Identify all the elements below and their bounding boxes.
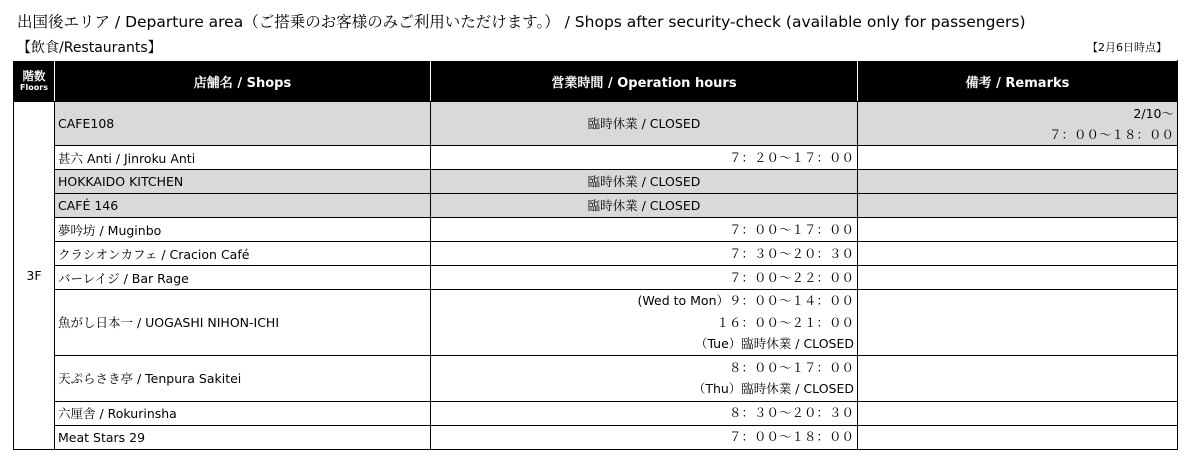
operation-hours (431, 218, 858, 242)
table-row (14, 102, 1178, 146)
table-row (14, 194, 1178, 218)
operation-hours (431, 102, 858, 146)
as-of-date: 【2月6日時点】 (1087, 41, 1167, 54)
shops-header: 店舗名 / Shops (55, 61, 431, 102)
floor-header (14, 61, 55, 102)
hours-line: 臨時休業 / CLOSED (587, 115, 701, 131)
restaurants-table (13, 60, 1178, 450)
remarks-header: 備考 / Remarks (858, 61, 1178, 102)
table-row (14, 290, 1178, 356)
operation-hours (431, 242, 858, 266)
floor-cell: 3F (14, 102, 55, 450)
shop-name: 天ぷらさき亭 / Tenpura Sakitei (55, 355, 431, 401)
hours-line: ７：００～２２：００ (728, 269, 854, 285)
hours-line: ７：３０～２０：３０ (728, 245, 854, 261)
table-row (14, 218, 1178, 242)
operation-hours (431, 146, 858, 170)
hours-line: ７：２０～１７：００ (728, 149, 854, 165)
operation-hours (431, 355, 858, 401)
remarks (858, 194, 1178, 218)
shop-name: CAFE108 (55, 102, 431, 146)
floor-header-jp: 階数 (22, 68, 46, 83)
operation-hours (431, 290, 858, 356)
hours-line: （Thu）臨時休業 / CLOSED (692, 381, 854, 396)
shop-name: 魚がし日本一 / UOGASHI NIHON-ICHI (55, 290, 431, 356)
operation-hours (431, 401, 858, 425)
table-body (14, 102, 1178, 450)
remarks-line: 2/10～ (1133, 105, 1174, 121)
operation-hours (431, 425, 858, 449)
table-row (14, 146, 1178, 170)
shop-name: 六厘舎 / Rokurinsha (55, 401, 431, 425)
operation-hours (431, 266, 858, 290)
remarks (858, 102, 1178, 146)
table-header-row (14, 61, 1178, 102)
hours-line: ８：００～１７：００ (728, 359, 854, 375)
hours-line: 臨時休業 / CLOSED (587, 173, 701, 189)
hours-line: (Wed to Mon）９：００～１４：００ (637, 293, 854, 308)
shop-name: HOKKAIDO KITCHEN (55, 170, 431, 194)
remarks-line: ７：００～１８：００ (1048, 126, 1174, 142)
shop-name: 甚六 Anti / Jinroku Anti (55, 146, 431, 170)
section-title: 【飲食/Restaurants】 (17, 40, 162, 56)
hours-line: ７：００～１７：００ (728, 221, 854, 237)
table-row (14, 425, 1178, 449)
table-row (14, 170, 1178, 194)
remarks (858, 425, 1178, 449)
remarks (858, 218, 1178, 242)
table-row (14, 242, 1178, 266)
table-row (14, 401, 1178, 425)
remarks (858, 242, 1178, 266)
operation-hours (431, 194, 858, 218)
remarks (858, 170, 1178, 194)
table-row (14, 355, 1178, 401)
operation-hours (431, 170, 858, 194)
remarks (858, 290, 1178, 356)
shop-name: クラシオンカフェ / Cracion Café (55, 242, 431, 266)
remarks (858, 266, 1178, 290)
remarks (858, 146, 1178, 170)
remarks (858, 355, 1178, 401)
shop-name: 夢吟坊 / Muginbo (55, 218, 431, 242)
hours-line: ７：００～１８：００ (728, 429, 854, 445)
hours-line: １６：００～２１：００ (716, 314, 854, 330)
hours-line: （Tue）臨時休業 / CLOSED (694, 336, 854, 351)
shop-name: Meat Stars 29 (55, 425, 431, 449)
remarks (858, 401, 1178, 425)
hours-line: 臨時休業 / CLOSED (587, 197, 701, 213)
hours-header: 営業時間 / Operation hours (431, 61, 858, 102)
table-row (14, 266, 1178, 290)
floor-header-en: Floors (20, 83, 48, 93)
page-title: 出国後エリア / Departure area（ご搭乗のお客様のみご利用いただけます。） / Shops after security-check (available only for passengers) (17, 13, 1026, 31)
hours-line: ８：３０～２０：３０ (728, 405, 854, 421)
shop-name: CAFÉ 146 (55, 194, 431, 218)
shop-name: バーレイジ / Bar Rage (55, 266, 431, 290)
